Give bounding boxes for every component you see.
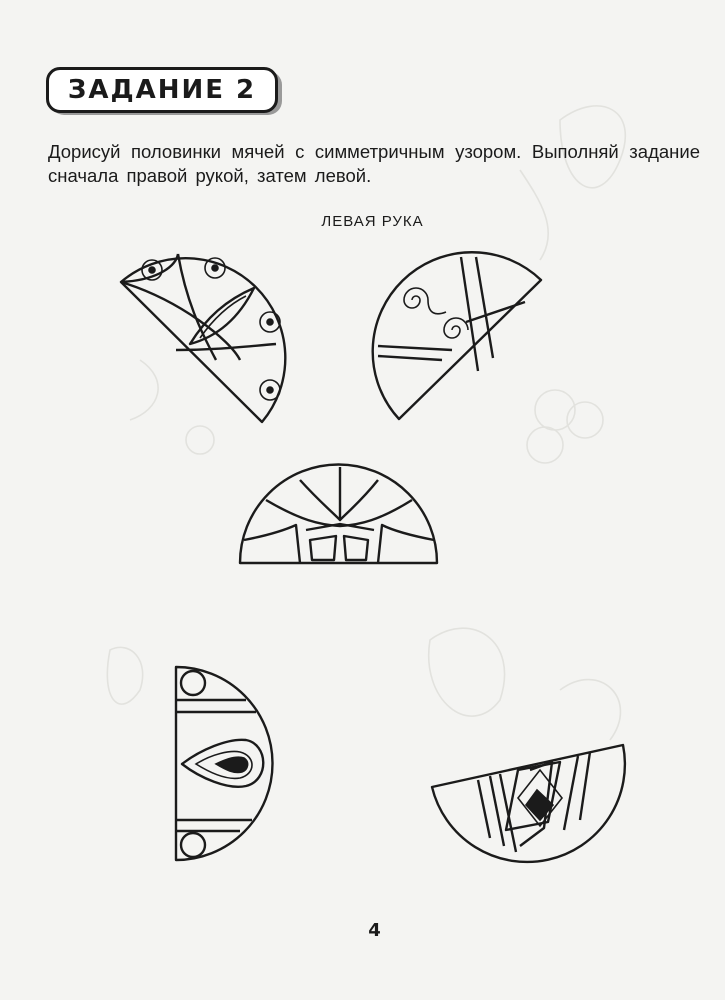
task-title: ЗАДАНИЕ 2: [67, 75, 257, 105]
half-ball-bottom-left-icon: [176, 667, 273, 860]
page-number: 4: [368, 920, 381, 941]
half-ball-top-right-icon: [373, 252, 541, 419]
instruction-text: Дорисуй половинки мячей с симметричным узором. Выполняй задание сначала правой рукой, затем левой.: [48, 141, 700, 186]
hand-label: ЛЕВАЯ РУКА: [321, 213, 424, 230]
half-ball-bottom-right-icon: [432, 745, 625, 862]
half-ball-top-left-icon: [121, 254, 285, 422]
half-ball-middle-icon: [240, 465, 437, 564]
